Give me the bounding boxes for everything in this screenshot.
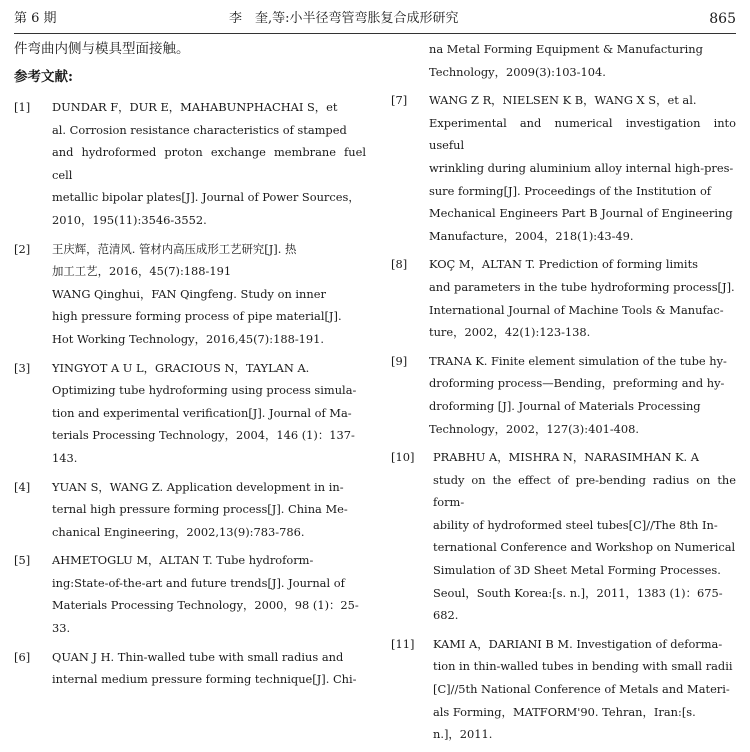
- reference-line: PRABHU A，MISHRA N，NARASIMHAN K. A: [433, 450, 699, 465]
- reference-line: DUNDAR F，DUR E，MAHABUNPHACHAI S，et: [52, 100, 338, 114]
- reference-line: ture，2002，42(1):123-138.: [429, 325, 591, 340]
- reference-line: WANG Qinghui，FAN Qingfeng. Study on inner: [52, 286, 326, 301]
- reference-line: WANG Z R，NIELSEN K B，WANG X S，et al.: [429, 93, 697, 108]
- running-header: [14, 6, 736, 32]
- reference-list-right: [391, 89, 736, 746]
- reference-line: International Journal of Machine Tools & Manufac-: [429, 302, 724, 317]
- reference-item: [14, 357, 366, 470]
- reference-number: [11]: [391, 636, 415, 651]
- reference-line: [C]//5th National Conference of Metals and Materi-: [433, 682, 730, 697]
- reference-item: [14, 549, 366, 639]
- reference-line: 33.: [52, 621, 71, 636]
- reference-number: [10]: [391, 450, 415, 465]
- reference-line: TRANA K. Finite element simulation of the tube hy-: [429, 353, 727, 368]
- reference-item: [14, 238, 366, 351]
- reference-number: [2]: [14, 241, 31, 256]
- reference-line: na Metal Forming Equipment & Manufacturing: [429, 42, 703, 56]
- reference-line: ing:State-of-the-art and future trends[J]. Journal of: [52, 575, 345, 590]
- reference-list-left: [14, 96, 366, 691]
- reference-item: [391, 446, 736, 627]
- reference-line: KAMI A，DARIANI B M. Investigation of deforma-: [433, 636, 723, 651]
- header-rule: [14, 33, 736, 34]
- reference-line: Hot Working Technology，2016,45(7):188-191.: [52, 331, 325, 346]
- reference-line: droforming [J]. Journal of Materials Processing: [429, 398, 701, 413]
- references-heading: 参考文献:: [14, 69, 73, 85]
- reference-number: [7]: [391, 93, 408, 108]
- reference-line: metallic bipolar plates[J]. Journal of Power Sources，: [52, 190, 360, 205]
- page-number: 865: [709, 11, 736, 27]
- reference-line: Technology，2009(3):103-104.: [429, 64, 606, 79]
- reference-line: Materials Processing Technology，2000，98 (1)：25-: [52, 598, 359, 613]
- reference-number: [3]: [14, 360, 31, 375]
- reference-line: AHMETOGLU M，ALTAN T. Tube hydroform-: [52, 553, 314, 568]
- reference-item: [14, 96, 366, 232]
- reference-line: YUAN S，WANG Z. Application development in in-: [52, 479, 344, 494]
- right-column: [391, 38, 736, 752]
- reference-number: [1]: [14, 100, 31, 114]
- reference-line: YINGYOT A U L，GRACIOUS N，TAYLAN A.: [52, 360, 310, 375]
- reference-item: [391, 253, 736, 343]
- reference-line: ability of hydroformed steel tubes[C]//The 8th In-: [433, 517, 718, 532]
- reference-line: 加工工艺，2016，45(7):188-191: [52, 264, 232, 279]
- reference-line: high pressure forming process of pipe material[J].: [52, 309, 342, 324]
- reference-line: chanical Engineering，2002,13(9):783-786.: [52, 524, 305, 539]
- reference-line: internal medium pressure forming technique[J]. Chi-: [52, 672, 357, 687]
- reference-line: Seoul，South Korea:[s. n.]，2011，1383 (1)：675-: [433, 585, 723, 600]
- reference-line: tion and experimental verification[J]. Journal of Ma-: [52, 405, 352, 420]
- reference-line: Technology，2002，127(3):401-408.: [429, 421, 640, 436]
- reference-item: [391, 633, 736, 746]
- left-column: [14, 38, 366, 697]
- reference-line: Experimental and numerical investigation into useful: [429, 115, 736, 153]
- reference-line: Simulation of 3D Sheet Metal Forming Processes.: [433, 563, 721, 578]
- reference-line: 682.: [433, 608, 459, 623]
- reference-number: [4]: [14, 479, 31, 494]
- reference-item: [391, 89, 736, 247]
- reference-line: Optimizing tube hydroforming using process simula-: [52, 383, 357, 398]
- reference-line: droforming process—Bending，preforming and hy-: [429, 376, 725, 391]
- reference-line: n.]，2011.: [433, 727, 493, 742]
- reference-line: sure forming[J]. Proceedings of the Institution of: [429, 183, 712, 198]
- reference-item: [14, 646, 366, 691]
- running-title: 李 奎,等:小半径弯管弯胀复合成形研究: [229, 11, 459, 26]
- issue-number: 第 6 期: [14, 11, 57, 26]
- reference-line: wrinkling during aluminium alloy internal high-pres-: [429, 160, 734, 175]
- reference-line: terials Processing Technology，2004，146 (1)：137-: [52, 428, 355, 443]
- reference-number: [5]: [14, 553, 31, 568]
- reference-number: [8]: [391, 257, 408, 272]
- reference-item: [14, 476, 366, 544]
- lead-text: 件弯曲内侧与模具型面接触。: [14, 41, 190, 57]
- reference-line: 2010，195(11):3546-3552.: [52, 212, 207, 227]
- reference-line: Mechanical Engineers Part B Journal of Engineering: [429, 206, 733, 221]
- reference-line: study on the effect of pre-bending radius on the form-: [433, 472, 736, 510]
- reference-line: tion in thin-walled tubes in bending with small radii: [433, 659, 733, 674]
- reference-number: [9]: [391, 353, 408, 368]
- reference-line: Manufacture，2004，218(1):43-49.: [429, 228, 634, 243]
- reference-line: als Forming，MATFORM'90. Tehran，Iran:[s.: [433, 704, 696, 719]
- reference-line: ternational Conference and Workshop on Numerical: [433, 540, 736, 555]
- reference-line: and parameters in the tube hydroforming process[J].: [429, 279, 735, 294]
- reference-line: and hydroformed proton exchange membrane fuel cell: [52, 145, 366, 182]
- reference-line: 王庆辉，范清风. 管材内高压成形工艺研究[J]. 热: [52, 241, 297, 256]
- reference-item: [391, 350, 736, 440]
- reference-continuation: [391, 38, 736, 83]
- reference-number: [6]: [14, 649, 31, 664]
- reference-line: ternal high pressure forming process[J]. China Me-: [52, 502, 348, 517]
- reference-line: 143.: [52, 450, 78, 465]
- reference-line: al. Corrosion resistance characteristics of stamped: [52, 122, 347, 137]
- reference-line: QUAN J H. Thin-walled tube with small radius and: [52, 649, 344, 664]
- reference-line: KOÇ M，ALTAN T. Prediction of forming limits: [429, 257, 699, 272]
